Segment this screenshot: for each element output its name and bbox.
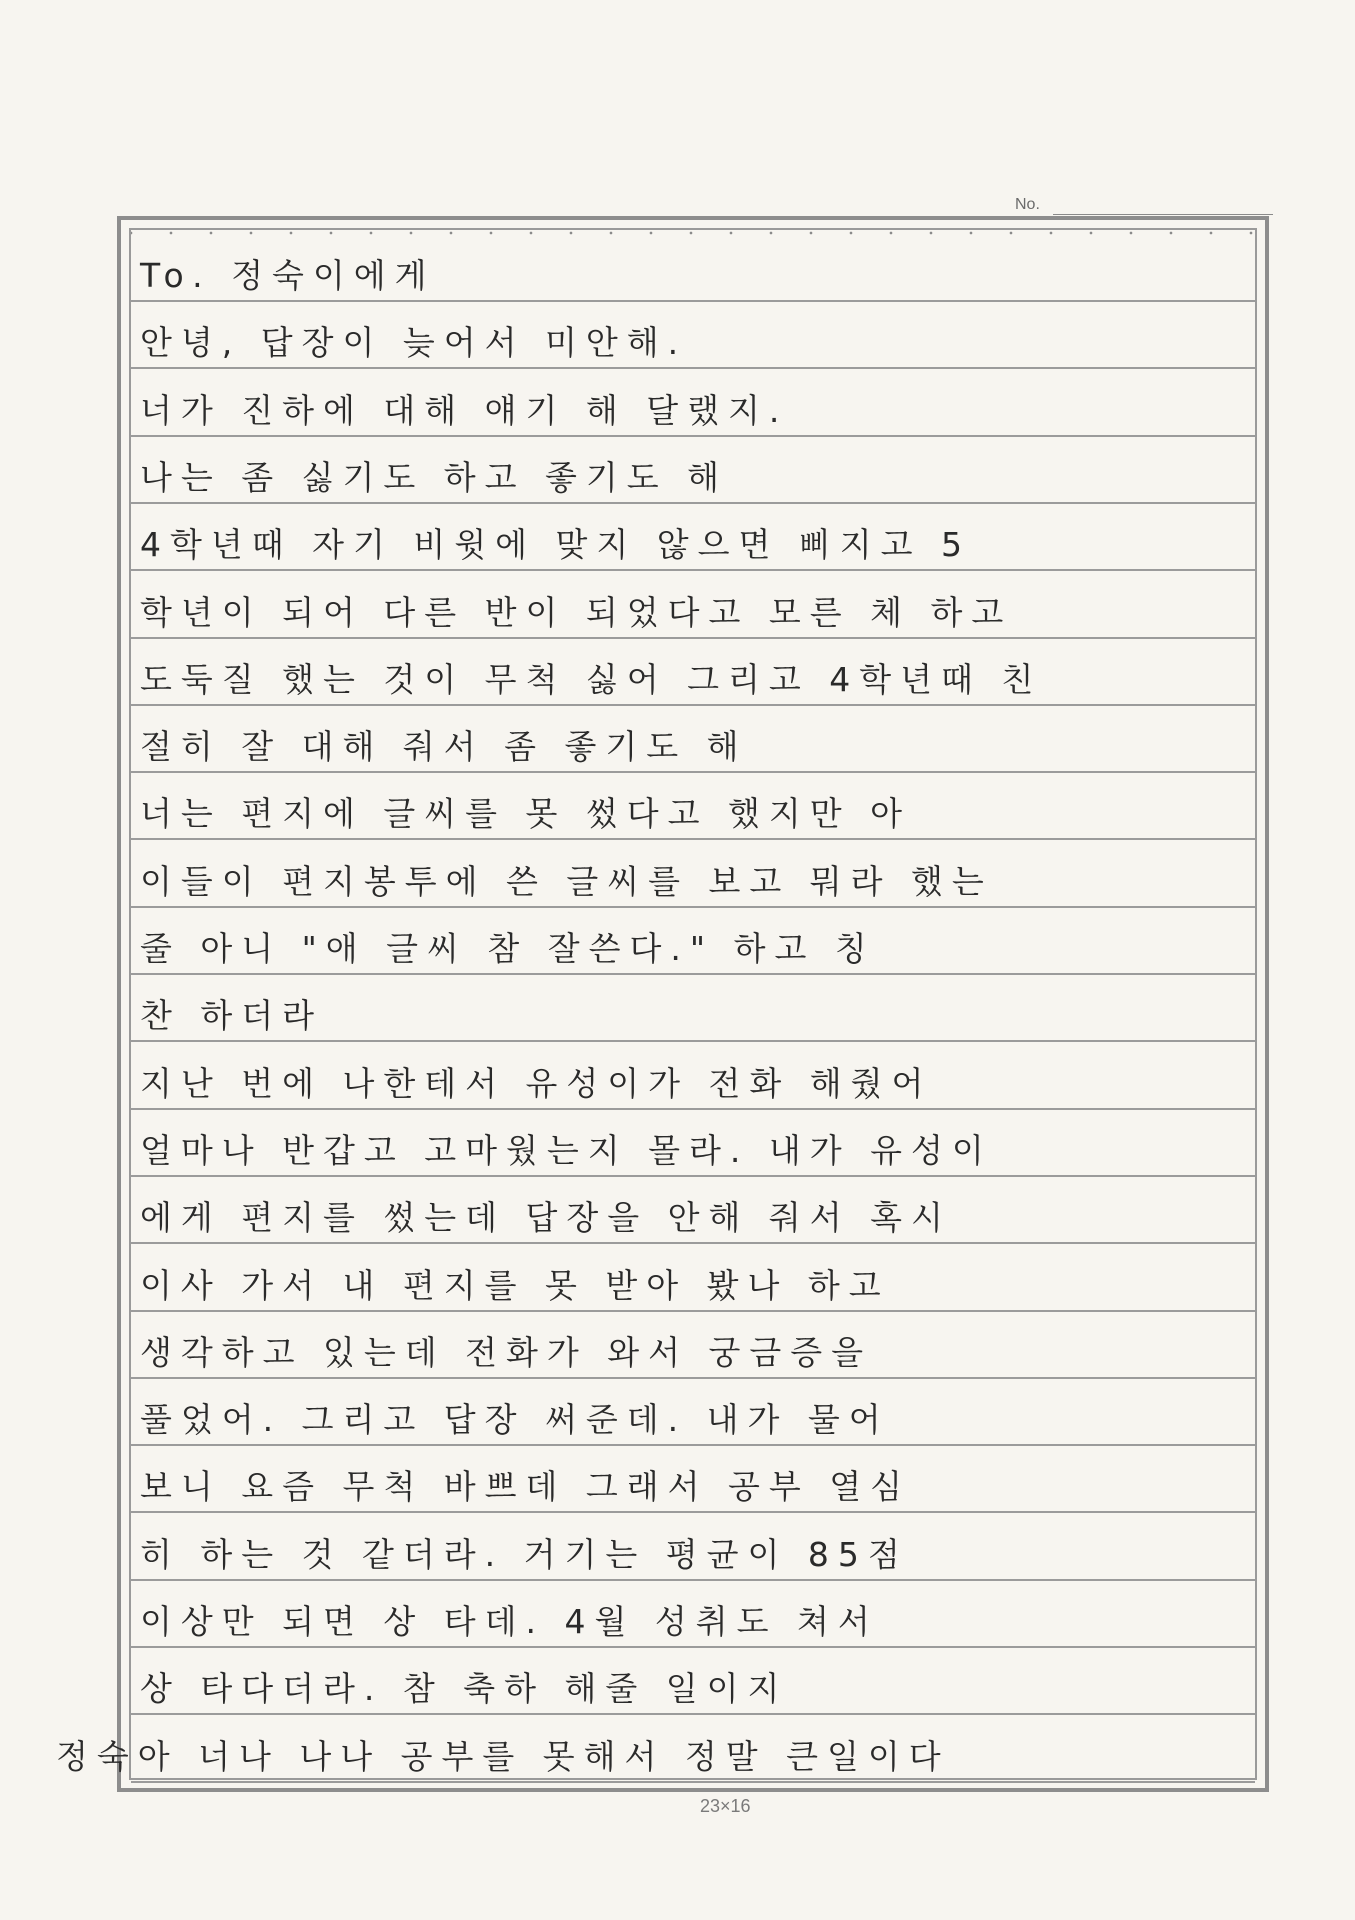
ruled-line <box>131 435 1255 437</box>
ruled-line <box>131 300 1255 302</box>
ruled-line <box>131 838 1255 840</box>
ruled-line <box>131 367 1255 369</box>
letter-line: 줄 아니 "애 글씨 참 잘쓴다." 하고 칭 <box>140 929 876 968</box>
letter-line: 안녕, 답장이 늦어서 미안해. <box>140 323 688 363</box>
ruled-line <box>131 1646 1255 1648</box>
letter-line: 찬 하더라 <box>140 996 324 1036</box>
letter-line: 4학년때 자기 비윗에 맞지 않으면 삐지고 5 <box>140 525 971 565</box>
ruled-line <box>131 1713 1255 1715</box>
ruled-line <box>131 1579 1255 1581</box>
letter-line: 이사 가서 내 편지를 못 받아 봤나 하고 <box>140 1265 890 1305</box>
letter-line: 생각하고 있는데 전화가 와서 궁금증을 <box>140 1332 873 1372</box>
ruled-line <box>131 637 1255 639</box>
ruled-line <box>131 771 1255 773</box>
page-number-label: No. <box>1015 196 1040 213</box>
top-dot-row <box>131 230 1255 236</box>
ruled-line <box>131 1040 1255 1042</box>
ruled-line <box>131 1781 1255 1783</box>
letter-line: 풀었어. 그리고 답장 써준데. 내가 물어 <box>140 1400 890 1440</box>
letter-line: 절히 잘 대해 줘서 좀 좋기도 해 <box>140 727 748 767</box>
letter-line: 이상만 되면 상 타데. 4월 성취도 쳐서 <box>140 1602 879 1641</box>
letter-line: 나는 좀 싫기도 하고 좋기도 해 <box>140 457 728 497</box>
letter-line: 이들이 편지봉투에 쓴 글씨를 보고 뭐라 했는 <box>140 861 993 901</box>
letter-line: 상 타다더라. 참 축하 해줄 일이지 <box>140 1669 789 1709</box>
ruled-line <box>131 906 1255 908</box>
ruled-line <box>131 1242 1255 1244</box>
paper-size-label: 23×16 <box>700 1796 751 1816</box>
letter-line: 얼마나 반갑고 고마웠는지 몰라. 내가 유성이 <box>140 1130 993 1170</box>
ruled-line <box>131 1108 1255 1110</box>
ruled-line <box>131 1511 1255 1513</box>
ruled-line <box>131 1310 1255 1312</box>
letter-line: 지난 번에 나한테서 유성이가 전화 해줬어 <box>140 1063 933 1103</box>
ruled-line <box>131 1175 1255 1177</box>
letter-line: 에게 편지를 썼는데 답장을 안해 줘서 혹시 <box>140 1198 952 1238</box>
letter-line: 보니 요즘 무척 바쁘데 그래서 공부 열심 <box>140 1467 911 1507</box>
ruled-line <box>131 973 1255 975</box>
ruled-line <box>131 1444 1255 1446</box>
ruled-line <box>131 1377 1255 1379</box>
letter-line: 히 하는 것 같더라. 거기는 평균이 85점 <box>140 1534 909 1574</box>
page-number-line <box>1053 214 1273 215</box>
letter-line: 도둑질 했는 것이 무척 싫어 그리고 4학년때 친 <box>140 659 1043 699</box>
letter-line: 학년이 되어 다른 반이 되었다고 모른 체 하고 <box>140 592 1013 632</box>
ruled-line <box>131 569 1255 571</box>
letter-line: 정숙아 너나 나나 공부를 못해서 정말 큰일이다 <box>56 1736 950 1776</box>
letter-line: 너가 진하에 대해 얘기 해 달랬지. <box>140 390 789 430</box>
ruled-line <box>131 704 1255 706</box>
ruled-line <box>131 502 1255 504</box>
letter-line: To. 정숙이에게 <box>140 256 436 295</box>
letter-line: 너는 편지에 글씨를 못 썼다고 했지만 아 <box>140 794 911 834</box>
